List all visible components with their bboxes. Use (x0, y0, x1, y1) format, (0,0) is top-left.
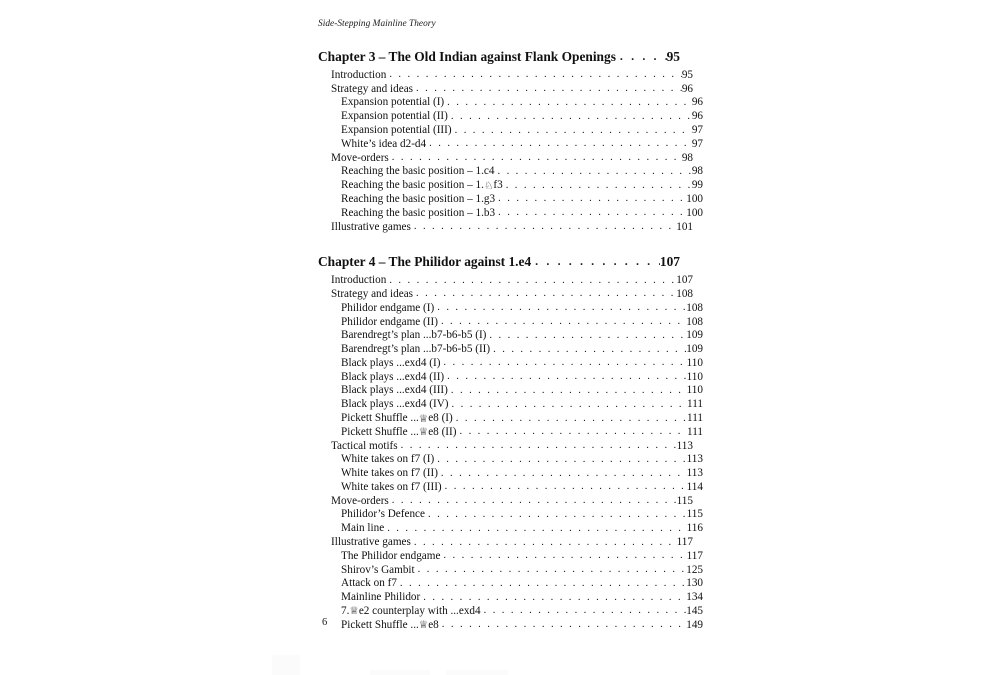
toc-section-entry[interactable] (318, 84, 693, 96)
toc-leader-dots (442, 620, 686, 631)
toc-leader-dots (400, 579, 686, 590)
toc-leader-dots (489, 331, 686, 342)
toc-entry-label: Illustrative games (331, 536, 411, 549)
toc-subsection-entry[interactable] (318, 125, 703, 137)
toc-entry-label: Black plays ...exd4 (III) (341, 384, 448, 397)
toc-leader-dots (447, 98, 692, 109)
toc-section-entry[interactable] (318, 70, 693, 82)
toc-entry-page-number: 107 (676, 274, 693, 287)
toc-entry-label: White’s idea d2-d4 (341, 137, 427, 150)
toc-subsection-entry[interactable] (318, 551, 703, 563)
toc-entry-page-number: 115 (676, 494, 693, 507)
toc-subsection-entry[interactable] (318, 194, 703, 206)
toc-entry-label: Main line (341, 522, 385, 535)
toc-entry-label: White takes on f7 (III) (341, 480, 442, 493)
toc-entry-page-number: 100 (686, 192, 703, 205)
toc-leader-dots (452, 400, 688, 411)
chess-queen-icon: ♕ (418, 426, 429, 439)
toc-leader-dots (459, 427, 687, 438)
chapter-spacer (318, 235, 680, 255)
toc-entry-page-number: 134 (686, 591, 703, 604)
toc-leader-dots (387, 524, 686, 535)
toc-section-entry[interactable] (318, 441, 693, 453)
running-head: Side-Stepping Mainline Theory (318, 19, 436, 29)
toc-leader-dots (389, 276, 676, 287)
toc-subsection-entry[interactable] (318, 427, 703, 439)
toc-leader-dots (423, 593, 686, 604)
toc-subsection-entry[interactable] (318, 372, 703, 384)
toc-entry-label: Philidor’s Defence (341, 508, 425, 521)
toc-leader-dots (414, 538, 677, 549)
toc-leader-dots (620, 50, 667, 62)
toc-entry-page-number: 101 (676, 220, 693, 233)
toc-entry-label: Reaching the basic position – 1.c4 (341, 165, 495, 178)
toc-subsection-entry[interactable] (318, 166, 703, 178)
toc-entry-page-number: 99 (691, 179, 703, 192)
toc-leader-dots (455, 126, 692, 137)
toc-leader-dots (416, 289, 676, 300)
toc-entry-label: The Philidor endgame (341, 549, 441, 562)
toc-subsection-entry[interactable] (318, 358, 703, 370)
toc-leader-dots (447, 372, 686, 383)
toc-entry-page-number: 113 (686, 467, 703, 480)
toc-leader-dots (451, 386, 687, 397)
toc-leader-dots (498, 208, 686, 219)
toc-entry-page-number: 108 (686, 315, 703, 328)
table-of-contents (318, 49, 703, 634)
toc-entry-label: Reaching the basic position – 1.♘f3 (341, 179, 503, 192)
toc-leader-dots (441, 469, 687, 480)
toc-entry-page-number: 108 (686, 301, 703, 314)
toc-entry-page-number: 108 (676, 287, 693, 300)
toc-entry-page-number: 97 (691, 137, 703, 150)
toc-entry-label: White takes on f7 (I) (341, 453, 435, 466)
toc-entry-label: Chapter 4 – The Philidor against 1.e4 (318, 254, 532, 270)
toc-entry-page-number: 130 (686, 577, 703, 590)
toc-leader-dots (498, 194, 686, 205)
toc-entry-page-number: 116 (686, 522, 703, 535)
toc-entry-page-number: 117 (686, 549, 703, 562)
toc-leader-dots (416, 84, 682, 95)
toc-entry-label: Philidor endgame (I) (341, 301, 435, 314)
toc-section-entry[interactable] (318, 289, 693, 301)
toc-leader-dots (443, 358, 686, 369)
toc-leader-dots (456, 414, 687, 425)
toc-entry-label: Black plays ...exd4 (II) (341, 370, 445, 383)
toc-subsection-entry[interactable] (318, 565, 703, 577)
toc-entry-label: Pickett Shuffle ...♕e8 (I) (341, 412, 453, 425)
toc-entry-page-number: 96 (691, 96, 703, 109)
toc-entry-label: Strategy and ideas (331, 287, 414, 300)
toc-entry-label: Pickett Shuffle ...♕e8 (341, 618, 439, 632)
toc-entry-label: Introduction (331, 274, 387, 287)
toc-subsection-entry[interactable] (318, 578, 703, 590)
toc-leader-dots (392, 496, 677, 507)
toc-chapter-heading[interactable] (318, 50, 680, 63)
toc-entry-page-number: 100 (686, 206, 703, 219)
toc-chapter-heading[interactable] (318, 255, 680, 268)
toc-leader-dots (418, 565, 687, 576)
toc-subsection-entry[interactable] (318, 111, 703, 123)
toc-subsection-entry[interactable] (318, 482, 703, 494)
toc-entry-page-number: 125 (686, 563, 703, 576)
toc-subsection-entry[interactable] (318, 385, 703, 397)
toc-entry-label: Expansion potential (I) (341, 96, 445, 109)
chess-queen-icon: ♕ (418, 619, 429, 632)
toc-entry-label: Black plays ...exd4 (IV) (341, 398, 449, 411)
chess-queen-icon: ♕ (418, 412, 429, 425)
toc-entry-label: Chapter 3 – The Old Indian against Flank Openings (318, 49, 616, 64)
toc-entry-page-number: 110 (686, 356, 703, 369)
toc-leader-dots (497, 167, 691, 178)
scan-artifact (446, 670, 508, 675)
toc-entry-page-number: 111 (687, 425, 703, 438)
chess-knight-icon: ♘ (483, 179, 494, 192)
toc-entry-label: Black plays ...exd4 (I) (341, 356, 441, 369)
scan-artifact (272, 655, 300, 675)
toc-entry-label: Move-orders (331, 151, 389, 164)
toc-leader-dots (451, 112, 692, 123)
toc-entry-page-number: 98 (681, 151, 693, 164)
toc-subsection-entry[interactable] (318, 344, 703, 356)
toc-entry-label: White takes on f7 (II) (341, 467, 438, 480)
toc-entry-page-number: 114 (686, 480, 703, 493)
toc-leader-dots (437, 303, 686, 314)
toc-entry-page-number: 96 (681, 82, 693, 95)
toc-subsection-entry[interactable] (318, 399, 703, 411)
toc-entry-page-number: 96 (691, 110, 703, 123)
toc-entry-label: Move-orders (331, 494, 389, 507)
toc-subsection-entry[interactable] (318, 303, 703, 315)
toc-entry-label: Illustrative games (331, 220, 411, 233)
toc-section-entry[interactable] (318, 496, 693, 508)
toc-entry-page-number: 98 (691, 165, 703, 178)
toc-entry-page-number: 110 (686, 384, 703, 397)
toc-entry-page-number: 110 (686, 370, 703, 383)
toc-subsection-entry[interactable] (318, 468, 703, 480)
toc-leader-dots (429, 139, 692, 150)
toc-leader-dots (484, 606, 687, 617)
toc-section-entry[interactable] (318, 153, 693, 165)
toc-entry-page-number: 149 (686, 618, 703, 631)
toc-subsection-entry[interactable] (318, 139, 703, 151)
toc-subsection-entry[interactable] (318, 606, 703, 618)
toc-section-entry[interactable] (318, 222, 693, 234)
toc-entry-label: Philidor endgame (II) (341, 315, 438, 328)
toc-entry-label: Expansion potential (III) (341, 124, 452, 137)
toc-entry-label: Tactical motifs (331, 439, 398, 452)
toc-subsection-entry[interactable] (318, 180, 703, 192)
toc-leader-dots (437, 455, 686, 466)
toc-entry-page-number: 113 (686, 453, 703, 466)
toc-subsection-entry[interactable] (318, 454, 703, 466)
toc-subsection-entry[interactable] (318, 523, 703, 535)
toc-entry-label: Barendregt’s plan ...b7-b6-b5 (I) (341, 329, 487, 342)
toc-entry-label: Pickett Shuffle ...♕e8 (II) (341, 425, 457, 439)
toc-chapter-page-number: 95 (666, 49, 680, 64)
toc-leader-dots (443, 551, 686, 562)
toc-entry-label: Strategy and ideas (331, 82, 414, 95)
toc-leader-dots (392, 153, 682, 164)
toc-entry-label: Expansion potential (II) (341, 110, 448, 123)
toc-entry-label: Shirov’s Gambit (341, 563, 415, 576)
toc-entry-page-number: 145 (686, 604, 703, 617)
toc-entry-label: Mainline Philidor (341, 591, 421, 604)
toc-entry-label: Barendregt’s plan ...b7-b6-b5 (II) (341, 343, 491, 356)
toc-subsection-entry[interactable] (318, 330, 703, 342)
toc-leader-dots (414, 222, 676, 233)
toc-subsection-entry[interactable] (318, 413, 703, 425)
toc-entry-page-number: 115 (686, 508, 703, 521)
toc-entry-label: Introduction (331, 68, 387, 81)
toc-leader-dots (535, 255, 660, 267)
toc-leader-dots (445, 482, 687, 493)
toc-leader-dots (493, 345, 686, 356)
toc-subsection-entry[interactable] (318, 317, 703, 329)
toc-entry-page-number: 113 (676, 439, 693, 452)
toc-subsection-entry[interactable] (318, 592, 703, 604)
toc-entry-label: Attack on f7 (341, 577, 397, 590)
scan-artifact (370, 670, 430, 675)
toc-section-entry[interactable] (318, 537, 693, 549)
toc-entry-page-number: 117 (676, 536, 693, 549)
toc-leader-dots (401, 441, 677, 452)
toc-section-entry[interactable] (318, 275, 693, 287)
toc-entry-page-number: 97 (691, 124, 703, 137)
toc-entry-page-number: 109 (686, 343, 703, 356)
toc-subsection-entry[interactable] (318, 208, 703, 220)
toc-leader-dots (389, 70, 682, 81)
chess-queen-icon: ♕ (349, 605, 359, 618)
toc-subsection-entry[interactable] (318, 620, 703, 632)
toc-leader-dots (506, 181, 692, 192)
toc-entry-page-number: 95 (681, 68, 693, 81)
toc-subsection-entry[interactable] (318, 509, 703, 521)
toc-leader-dots (428, 510, 687, 521)
toc-entry-label: 7.♕e2 counterplay with ...exd4 (341, 604, 481, 618)
toc-entry-label: Reaching the basic position – 1.g3 (341, 192, 496, 205)
toc-subsection-entry[interactable] (318, 97, 703, 109)
toc-chapter-page-number: 107 (659, 254, 680, 270)
toc-entry-page-number: 109 (686, 329, 703, 342)
toc-entry-page-number: 111 (687, 398, 703, 411)
toc-entry-page-number: 111 (687, 412, 703, 424)
page-number-folio: 6 (322, 617, 328, 628)
toc-leader-dots (441, 317, 686, 328)
toc-entry-label: Reaching the basic position – 1.b3 (341, 206, 496, 219)
